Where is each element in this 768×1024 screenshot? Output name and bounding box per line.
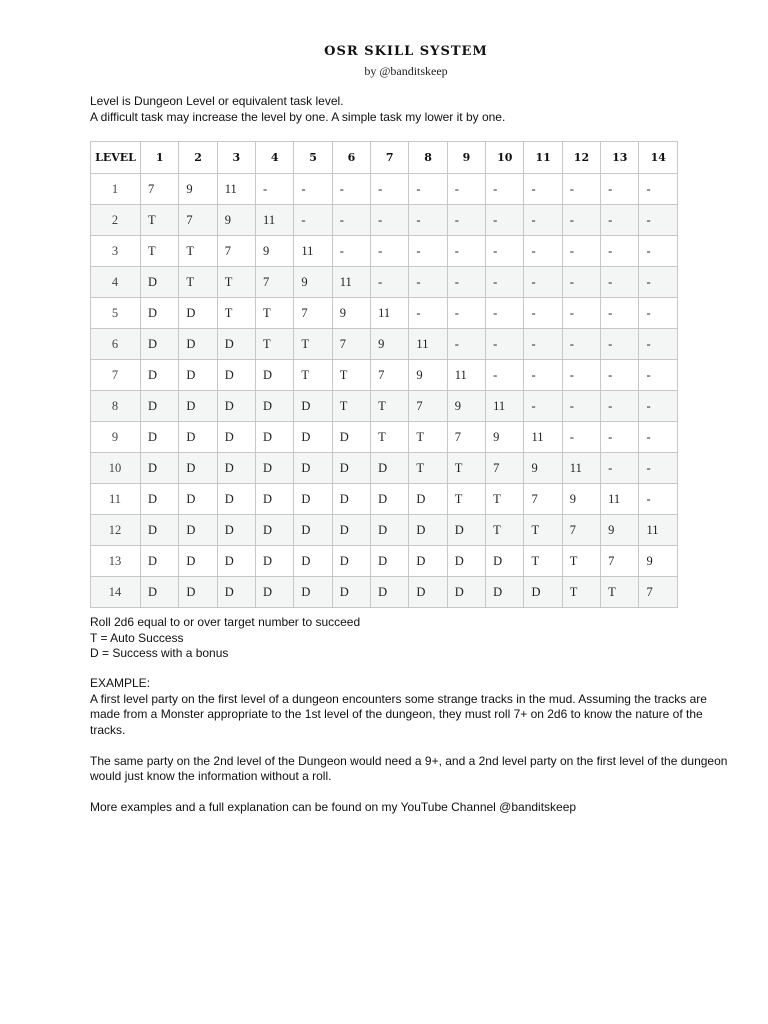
row-level-cell: 14	[91, 577, 141, 608]
row-level-cell: 11	[91, 484, 141, 515]
table-cell: D	[141, 577, 179, 608]
table-cell: D	[141, 298, 179, 329]
table-cell: -	[601, 453, 639, 484]
table-cell: D	[217, 577, 255, 608]
table-cell: -	[332, 174, 370, 205]
table-cell: T	[294, 329, 332, 360]
table-cell: D	[217, 453, 255, 484]
table-cell: T	[371, 391, 409, 422]
table-cell: -	[562, 298, 600, 329]
table-cell: 9	[524, 453, 562, 484]
table-cell: T	[447, 484, 485, 515]
table-cell: T	[217, 298, 255, 329]
table-cell: 9	[486, 422, 524, 453]
table-cell: 9	[256, 236, 294, 267]
table-cell: -	[486, 205, 524, 236]
page-subtitle: by @banditskeep	[364, 64, 448, 78]
table-cell: D	[217, 329, 255, 360]
table-cell: D	[371, 546, 409, 577]
column-header: 7	[371, 142, 409, 174]
row-level-cell: 9	[91, 422, 141, 453]
table-cell: -	[486, 236, 524, 267]
table-cell: -	[524, 298, 562, 329]
row-level-cell: 10	[91, 453, 141, 484]
row-level-cell: 7	[91, 360, 141, 391]
table-cell: D	[294, 515, 332, 546]
table-cell: D	[256, 484, 294, 515]
table-cell: T	[447, 453, 485, 484]
table-cell: 7	[217, 236, 255, 267]
table-cell: D	[179, 484, 217, 515]
table-cell: D	[294, 422, 332, 453]
table-cell: D	[217, 391, 255, 422]
table-cell: D	[179, 422, 217, 453]
table-cell: 9	[217, 205, 255, 236]
table-cell: -	[524, 329, 562, 360]
table-cell: 7	[332, 329, 370, 360]
table-cell: -	[562, 267, 600, 298]
table-cell: -	[524, 236, 562, 267]
column-header: 11	[524, 142, 562, 174]
table-cell: D	[179, 577, 217, 608]
table-cell: -	[524, 174, 562, 205]
table-cell: -	[524, 267, 562, 298]
table-cell: D	[141, 422, 179, 453]
table-cell: T	[256, 329, 294, 360]
table-cell: T	[486, 484, 524, 515]
table-cell: 9	[371, 329, 409, 360]
table-cell: D	[179, 391, 217, 422]
table-row	[91, 484, 678, 515]
table-cell: -	[486, 174, 524, 205]
table-cell: T	[486, 515, 524, 546]
table-cell: 7	[294, 298, 332, 329]
table-cell: D	[256, 546, 294, 577]
row-level-cell: 3	[91, 236, 141, 267]
table-cell: -	[332, 236, 370, 267]
table-cell: D	[486, 577, 524, 608]
table-cell: D	[179, 546, 217, 577]
table-cell: D	[332, 484, 370, 515]
table-cell: 7	[639, 577, 678, 608]
table-cell: T	[179, 267, 217, 298]
table-cell: D	[141, 515, 179, 546]
table-cell: D	[371, 453, 409, 484]
table-cell: 9	[294, 267, 332, 298]
table-cell: -	[601, 267, 639, 298]
table-cell: -	[639, 422, 678, 453]
row-level-cell: 5	[91, 298, 141, 329]
table-cell: 7	[179, 205, 217, 236]
table-cell: D	[256, 391, 294, 422]
table-cell: 7	[256, 267, 294, 298]
row-level-cell: 4	[91, 267, 141, 298]
table-cell: D	[179, 515, 217, 546]
row-level-cell: 12	[91, 515, 141, 546]
table-cell: 9	[562, 484, 600, 515]
table-cell: 11	[524, 422, 562, 453]
example-paragraph: The same party on the 2nd level of the Dungeon would need a 9+, and a 2nd level party on the first level of the dungeon would just know the information without a roll.	[90, 753, 728, 783]
row-level-cell: 2	[91, 205, 141, 236]
table-cell: -	[639, 267, 678, 298]
table-cell: -	[486, 298, 524, 329]
table-cell: D	[217, 546, 255, 577]
table-cell: D	[217, 484, 255, 515]
table-row	[91, 546, 678, 577]
table-cell: D	[409, 546, 447, 577]
table-cell: T	[409, 422, 447, 453]
table-cell: 7	[447, 422, 485, 453]
table-cell: -	[562, 329, 600, 360]
table-cell: -	[639, 298, 678, 329]
table-cell: 7	[409, 391, 447, 422]
table-cell: D	[217, 515, 255, 546]
rules-line: Roll 2d6 equal to or over target number to succeed	[90, 615, 361, 629]
table-cell: -	[409, 298, 447, 329]
table-cell: D	[256, 360, 294, 391]
table-row	[91, 174, 678, 205]
table-cell: T	[524, 515, 562, 546]
table-cell: D	[256, 577, 294, 608]
example-section	[90, 676, 730, 816]
table-cell: D	[179, 453, 217, 484]
intro-line: Level is Dungeon Level or equivalent task level.	[90, 94, 344, 108]
table-row	[91, 205, 678, 236]
table-cell: 11	[447, 360, 485, 391]
table-cell: -	[486, 360, 524, 391]
table-cell: D	[294, 453, 332, 484]
table-cell: D	[141, 453, 179, 484]
column-header: 10	[486, 142, 524, 174]
table-cell: T	[141, 236, 179, 267]
table-cell: 11	[256, 205, 294, 236]
table-cell: T	[217, 267, 255, 298]
table-cell: T	[601, 577, 639, 608]
table-cell: -	[524, 360, 562, 391]
table-cell: -	[447, 174, 485, 205]
level-column-header: LEVEL	[91, 142, 141, 174]
table-cell: D	[141, 391, 179, 422]
intro-text	[90, 94, 505, 125]
table-row	[91, 298, 678, 329]
table-cell: -	[562, 236, 600, 267]
table-cell: -	[562, 391, 600, 422]
table-cell: 7	[141, 174, 179, 205]
table-cell: D	[141, 329, 179, 360]
example-heading: EXAMPLE:	[90, 676, 151, 690]
intro-line: A difficult task may increase the level by one. A simple task my lower it by one.	[90, 109, 506, 124]
table-cell: D	[486, 546, 524, 577]
table-cell: D	[141, 267, 179, 298]
table-cell: -	[601, 205, 639, 236]
row-level-cell: 6	[91, 329, 141, 360]
table-cell: T	[562, 546, 600, 577]
table-cell: -	[562, 174, 600, 205]
skill-table	[90, 141, 678, 608]
page-title: OSR SKILL SYSTEM	[324, 44, 488, 59]
table-cell: 9	[332, 298, 370, 329]
table-cell: -	[409, 267, 447, 298]
table-cell: 9	[601, 515, 639, 546]
table-row	[91, 577, 678, 608]
table-cell: D	[217, 360, 255, 391]
table-cell: -	[562, 422, 600, 453]
column-header: 12	[562, 142, 600, 174]
table-cell: T	[141, 205, 179, 236]
table-cell: -	[639, 391, 678, 422]
table-cell: 7	[371, 360, 409, 391]
table-cell: D	[371, 484, 409, 515]
table-cell: 7	[601, 546, 639, 577]
table-cell: T	[332, 391, 370, 422]
column-header: 3	[217, 142, 255, 174]
table-cell: D	[332, 577, 370, 608]
column-header: 14	[639, 142, 678, 174]
table-cell: -	[294, 205, 332, 236]
table-cell: -	[601, 422, 639, 453]
table-cell: -	[371, 267, 409, 298]
table-cell: D	[294, 484, 332, 515]
table-cell: D	[332, 453, 370, 484]
table-cell: D	[371, 577, 409, 608]
row-level-cell: 8	[91, 391, 141, 422]
table-cell: -	[639, 236, 678, 267]
table-cell: 9	[179, 174, 217, 205]
table-cell: D	[409, 484, 447, 515]
table-cell: D	[332, 515, 370, 546]
table-cell: -	[409, 236, 447, 267]
table-row	[91, 422, 678, 453]
column-header: 2	[179, 142, 217, 174]
table-cell: D	[524, 577, 562, 608]
table-cell: -	[639, 174, 678, 205]
rules-text	[90, 615, 360, 662]
table-cell: -	[601, 329, 639, 360]
table-cell: D	[256, 422, 294, 453]
table-cell: -	[601, 298, 639, 329]
example-paragraph: A first level party on the first level of a dungeon encounters some strange tracks in the mud. Assuming the tracks are made from a Monster appropriate to the 1st level of the dungeon, they must roll 7+ on 2d6 to know the nature of the tracks.	[90, 691, 707, 737]
table-cell: -	[601, 360, 639, 391]
table-cell: -	[562, 360, 600, 391]
table-cell: -	[447, 236, 485, 267]
table-cell: D	[217, 422, 255, 453]
table-cell: 11	[639, 515, 678, 546]
table-cell: -	[294, 174, 332, 205]
table-cell: -	[524, 205, 562, 236]
table-cell: T	[562, 577, 600, 608]
rules-line: T = Auto Success	[90, 630, 184, 645]
table-cell: D	[294, 577, 332, 608]
table-cell: D	[447, 515, 485, 546]
row-level-cell: 1	[91, 174, 141, 205]
table-cell: -	[639, 329, 678, 360]
table-row	[91, 515, 678, 546]
table-cell: 9	[447, 391, 485, 422]
table-row	[91, 236, 678, 267]
table-cell: T	[294, 360, 332, 391]
table-row	[91, 360, 678, 391]
table-cell: D	[409, 577, 447, 608]
table-cell: T	[332, 360, 370, 391]
table-cell: 9	[639, 546, 678, 577]
table-cell: 7	[486, 453, 524, 484]
table-cell: -	[447, 267, 485, 298]
table-cell: -	[447, 329, 485, 360]
table-cell: 11	[486, 391, 524, 422]
row-level-cell: 13	[91, 546, 141, 577]
table-cell: -	[371, 174, 409, 205]
table-cell: T	[409, 453, 447, 484]
column-header: 5	[294, 142, 332, 174]
table-cell: 9	[409, 360, 447, 391]
table-cell: T	[524, 546, 562, 577]
table-body	[91, 174, 678, 608]
table-cell: 11	[217, 174, 255, 205]
table-cell: -	[562, 205, 600, 236]
table-row	[91, 391, 678, 422]
table-cell: -	[371, 236, 409, 267]
table-cell: 11	[409, 329, 447, 360]
table-cell: D	[141, 484, 179, 515]
table-cell: -	[486, 329, 524, 360]
table-cell: -	[524, 391, 562, 422]
table-cell: 11	[562, 453, 600, 484]
table-cell: -	[601, 236, 639, 267]
table-cell: D	[256, 453, 294, 484]
table-cell: D	[409, 515, 447, 546]
table-header-row	[91, 142, 678, 174]
table-cell: -	[486, 267, 524, 298]
table-cell: -	[601, 391, 639, 422]
table-cell: D	[256, 515, 294, 546]
table-row	[91, 329, 678, 360]
example-paragraph: More examples and a full explanation can be found on my YouTube Channel @banditskeep	[90, 800, 577, 814]
table-cell: 11	[601, 484, 639, 515]
column-header: 1	[141, 142, 179, 174]
table-cell: -	[447, 298, 485, 329]
table-cell: -	[332, 205, 370, 236]
table-cell: 7	[524, 484, 562, 515]
table-cell: 11	[332, 267, 370, 298]
table-cell: D	[141, 546, 179, 577]
table-row	[91, 267, 678, 298]
column-header: 8	[409, 142, 447, 174]
table-cell: -	[256, 174, 294, 205]
column-header: 4	[256, 142, 294, 174]
table-cell: D	[447, 546, 485, 577]
table-cell: T	[256, 298, 294, 329]
table-cell: D	[179, 329, 217, 360]
table-cell: 11	[294, 236, 332, 267]
table-cell: D	[294, 546, 332, 577]
column-header: 6	[332, 142, 370, 174]
table-cell: D	[179, 298, 217, 329]
table-cell: 7	[562, 515, 600, 546]
table-cell: -	[639, 484, 678, 515]
table-cell: D	[294, 391, 332, 422]
rules-line: D = Success with a bonus	[90, 646, 229, 660]
table-cell: -	[409, 174, 447, 205]
table-cell: -	[639, 453, 678, 484]
table-cell: -	[371, 205, 409, 236]
table-cell: D	[179, 360, 217, 391]
table-cell: D	[447, 577, 485, 608]
table-cell: D	[332, 546, 370, 577]
table-cell: T	[371, 422, 409, 453]
table-row	[91, 453, 678, 484]
column-header: 9	[447, 142, 485, 174]
table-cell: -	[409, 205, 447, 236]
table-cell: T	[179, 236, 217, 267]
table-cell: -	[639, 205, 678, 236]
table-cell: D	[371, 515, 409, 546]
table-cell: D	[141, 360, 179, 391]
table-cell: -	[639, 360, 678, 391]
table-cell: 11	[371, 298, 409, 329]
table-cell: -	[447, 205, 485, 236]
table-cell: -	[601, 174, 639, 205]
column-header: 13	[601, 142, 639, 174]
table-cell: D	[332, 422, 370, 453]
